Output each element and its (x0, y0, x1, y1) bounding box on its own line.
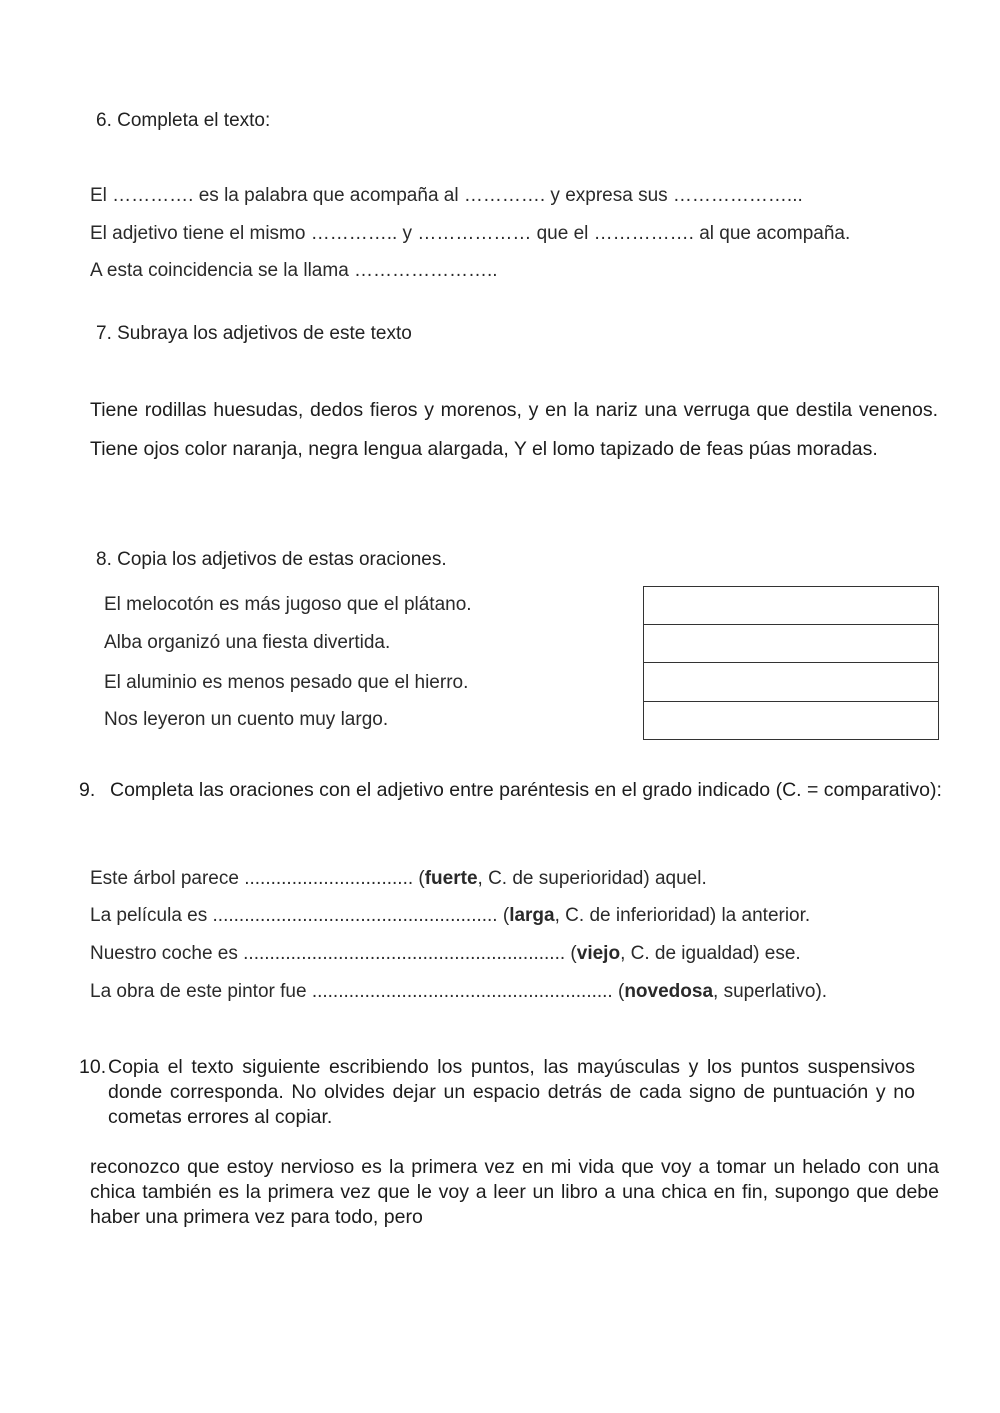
q9-item-4-adj: novedosa (624, 981, 714, 1002)
q9-item-2 (90, 905, 810, 927)
q9-number: 9. (79, 779, 96, 801)
q8-answer-box-3[interactable] (643, 662, 939, 702)
q9-item-3 (90, 943, 801, 965)
q9-item-3-adj: viejo (576, 943, 621, 964)
q8-sentence-3: El aluminio es menos pesado que el hierro. (104, 672, 469, 693)
q7-text: Tiene rodillas huesudas, dedos fieros y morenos, y en la nariz una verruga que destila venenos. Tiene ojos color naranja, negra lengua alargada, Y el lomo tapizado de feas púas moradas. (90, 399, 938, 460)
q9-item-1-adj: fuerte (424, 868, 478, 889)
q9-item-4-before: La obra de este pintor fue ......................................................... ( (90, 981, 625, 1002)
q9-item-4 (90, 981, 827, 1003)
q9-item-1 (90, 868, 707, 890)
q9-item-1-before: Este árbol parece ................................ ( (90, 868, 425, 889)
q10-text: reconozco que estoy nervioso es la primera vez en mi vida que voy a tomar un helado con una chica también es la primera vez que le voy a leer un libro a una chica en fin, supongo que debe haber una primera vez para todo, pero (90, 1156, 939, 1228)
q6-title: 6. Completa el texto: (96, 110, 271, 131)
q8-answer-box-1[interactable] (643, 586, 939, 625)
q8-sentence-1: El melocotón es más jugoso que el plátano. (104, 594, 472, 615)
q7-title: 7. Subraya los adjetivos de este texto (96, 323, 412, 344)
q9-title: Completa las oraciones con el adjetivo entre paréntesis en el grado indicado (C. = comparativo): (110, 779, 942, 801)
q6-line-2-text: El adjetivo tiene el mismo ………….. y ……………… que el ……………. al que acompaña. (90, 223, 851, 244)
q6-line-1: El …………. es la palabra que acompaña al …………. y expresa sus ………………... (90, 185, 803, 206)
q6-line-3: A esta coincidencia se la llama ………………….. (90, 260, 498, 281)
q9-item-1-after: , C. de superioridad) aquel. (477, 868, 707, 889)
q6-line-2 (90, 223, 940, 245)
q8-answer-box-4[interactable] (643, 701, 939, 740)
q9-item-3-before: Nuestro coche es ............................................................. ( (90, 943, 577, 964)
q9-item-2-before: La película es ...................................................... ( (90, 905, 510, 926)
q8-sentence-2: Alba organizó una fiesta divertida. (104, 632, 391, 653)
q8-title: 8. Copia los adjetivos de estas oraciones. (96, 549, 447, 570)
q8-answer-box-2[interactable] (643, 624, 939, 663)
q9-item-2-after: , C. de inferioridad) la anterior. (554, 905, 811, 926)
q9-item-2-adj: larga (509, 905, 555, 926)
q9-item-4-after: , superlativo). (713, 981, 828, 1002)
q9-item-3-after: , C. de igualdad) ese. (620, 943, 801, 964)
q10-heading (79, 1055, 915, 1133)
q10-number: 10. (79, 1056, 107, 1078)
q8-sentence-4: Nos leyeron un cuento muy largo. (104, 709, 389, 730)
q10-title: Copia el texto siguiente escribiendo los puntos, las mayúsculas y los puntos suspensivos donde corresponda. No olvides dejar un espacio detrás de cada signo de puntuación y no cometas errores al copiar. (108, 1056, 915, 1128)
q9-heading (79, 778, 942, 830)
